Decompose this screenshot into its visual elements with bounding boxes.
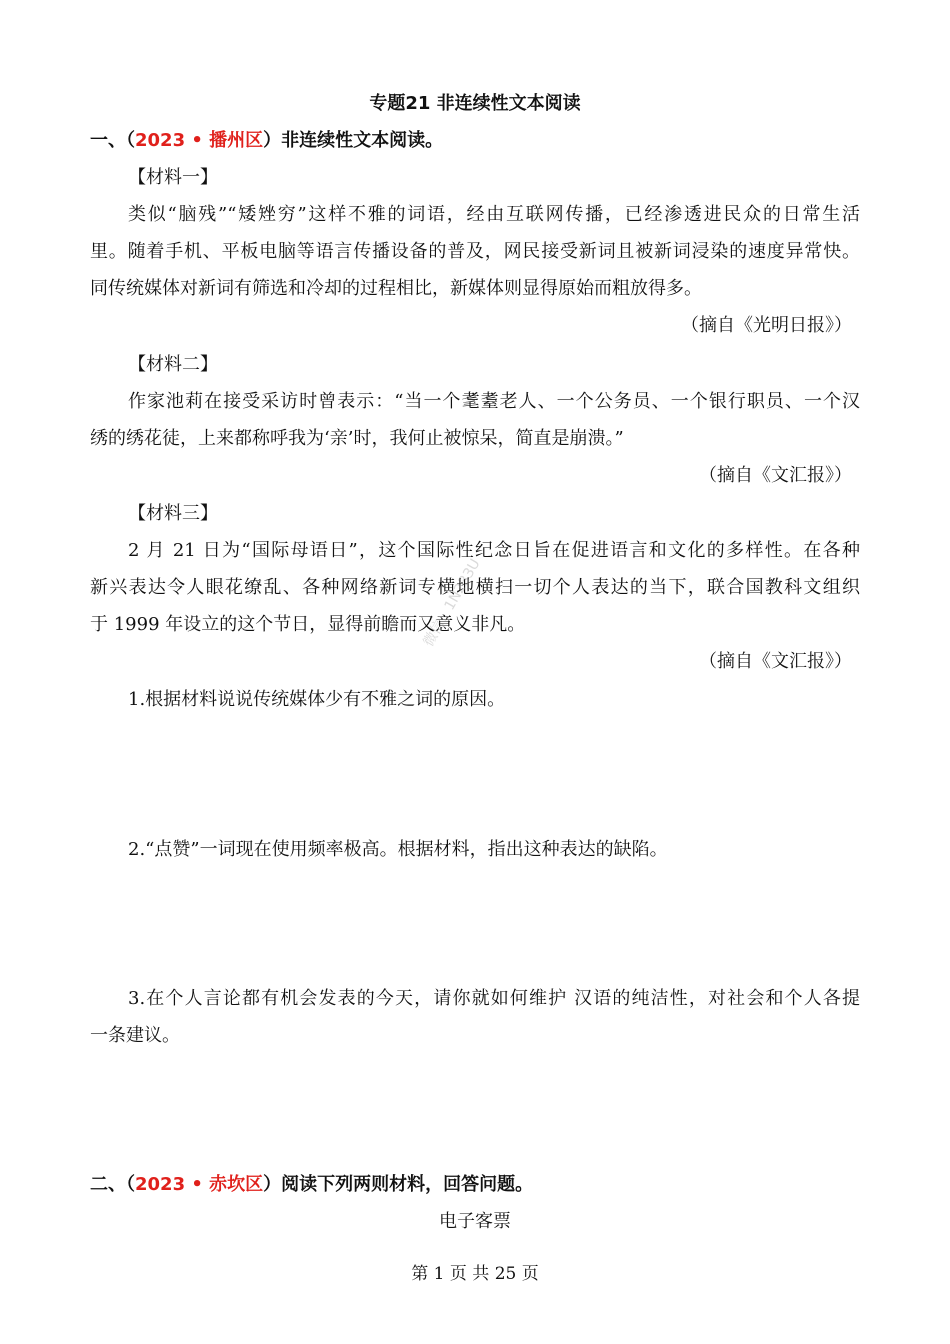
question-3-line-2: 一条建议。 — [90, 1025, 180, 1046]
section-1-heading — [90, 129, 443, 153]
material-2-source: （摘自《文汇报》） — [699, 465, 852, 486]
question-2: 2.“点赞”一词现在使用频率极高。根据材料，指出这种表达的缺陷。 — [128, 839, 668, 860]
question-3-line-1: 3.在个人言论都有机会发表的今天，请你就如何维护 汉语的纯洁性，对社会和个人各提 — [128, 988, 860, 1009]
material-1-heading: 【材料一】 — [128, 167, 218, 188]
page-footer: 第 1 页 共 25 页 — [411, 1264, 539, 1284]
material-2-heading: 【材料二】 — [128, 354, 218, 375]
page-title: 专题21 非连续性文本阅读 — [369, 93, 581, 114]
section-2-prefix: 二、（ — [90, 1174, 135, 1195]
material-3-source: （摘自《文汇报》） — [699, 651, 852, 672]
material-1-line-2: 里。随着手机、平板电脑等语言传播设备的普及，网民接受新词且被新词浸染的速度异常快。 — [90, 241, 860, 262]
material-1-source: （摘自《光明日报》） — [681, 315, 852, 336]
section-2-subtitle: 电子客票 — [439, 1211, 511, 1232]
material-1-line-3: 同传统媒体对新词有筛选和冷却的过程相比，新媒体则显得原始而粗放得多。 — [90, 278, 702, 299]
material-3-line-3: 于 1999 年设立的这个节日，显得前瞻而又意义非凡。 — [90, 614, 526, 635]
section-2-heading — [90, 1173, 533, 1197]
material-2-line-2: 绣的绣花徒，上来都称呼我为‘亲’时，我何止被惊呆，简直是崩溃。” — [90, 428, 624, 449]
material-1-line-1: 类似“脑残”“矮矬穷”这样不雅的词语，经由互联网传播，已经渗透进民众的日常生活 — [128, 204, 860, 225]
section-2-suffix: ）阅读下列两则材料，回答问题。 — [263, 1174, 534, 1195]
material-3-line-2: 新兴表达令人眼花缭乱、各种网络新词专横地横扫一切个人表达的当下，联合国教科文组织 — [90, 577, 860, 598]
section-1-prefix: 一、（ — [90, 130, 135, 151]
section-1-tag: 2023 • 播州区 — [135, 130, 264, 151]
section-1-suffix: ）非连续性文本阅读。 — [263, 130, 444, 151]
material-2-line-1: 作家池莉在接受采访时曾表示：“当一个耄耋老人、一个公务员、一个银行职员、一个汉 — [128, 391, 860, 412]
section-2-tag: 2023 • 赤坎区 — [135, 1174, 264, 1195]
question-1: 1.根据材料说说传统媒体少有不雅之词的原因。 — [128, 689, 506, 710]
watermark: 微信：1N233U — [420, 556, 484, 650]
material-3-line-1: 2 月 21 日为“国际母语日”，这个国际性纪念日旨在促进语言和文化的多样性。在各种 — [128, 540, 860, 561]
material-3-heading: 【材料三】 — [128, 503, 218, 524]
